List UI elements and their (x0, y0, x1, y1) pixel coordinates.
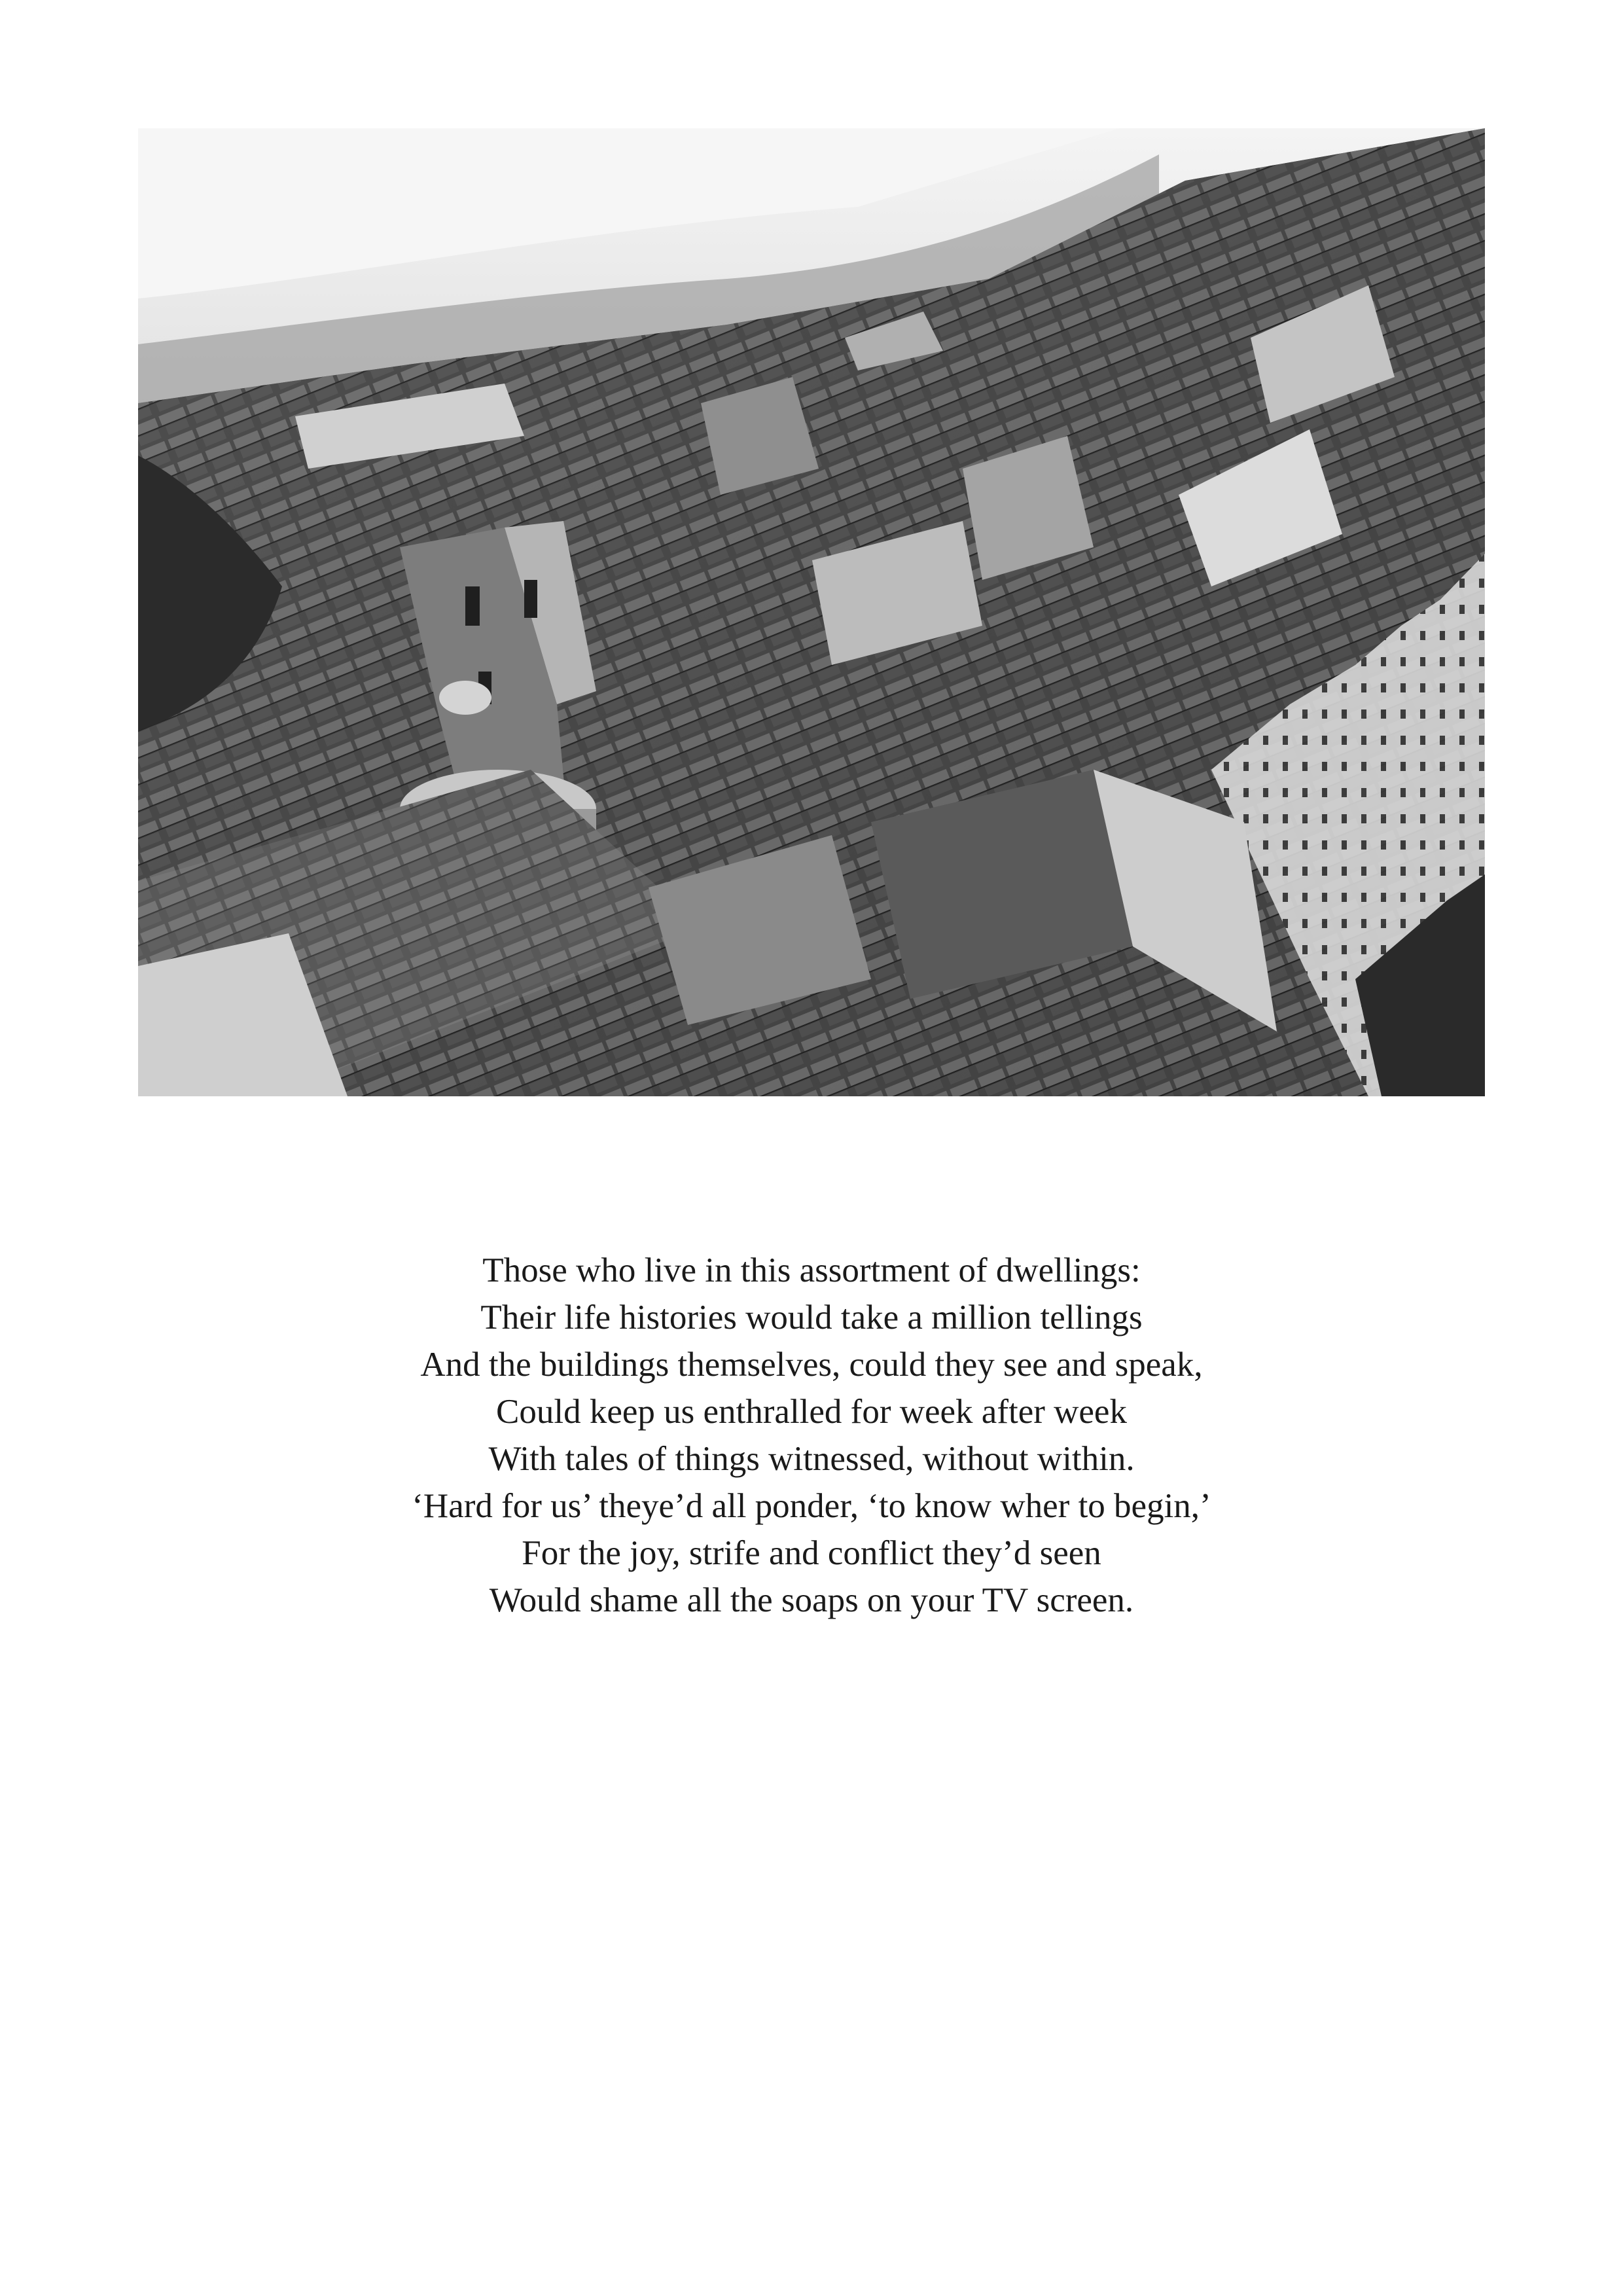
poem-line: And the buildings themselves, could they see and speak, (420, 1346, 1203, 1384)
poem-line: ‘Hard for us’ theye’d all ponder, ‘to know wher to begin,’ (412, 1487, 1211, 1525)
poem-line: With tales of things witnessed, without within. (488, 1440, 1135, 1478)
poem-line: Those who live in this assortment of dwellings: (482, 1251, 1141, 1289)
poem (0, 1247, 1623, 1624)
aerial-town-photo (138, 128, 1485, 1096)
poem-line: Would shame all the soaps on your TV screen. (489, 1581, 1134, 1619)
poem-line: Their life histories would take a million tellings (480, 1299, 1143, 1336)
poem-line: Could keep us enthralled for week after week (496, 1393, 1127, 1431)
poem-line: For the joy, strife and conflict they’d seen (522, 1534, 1101, 1572)
